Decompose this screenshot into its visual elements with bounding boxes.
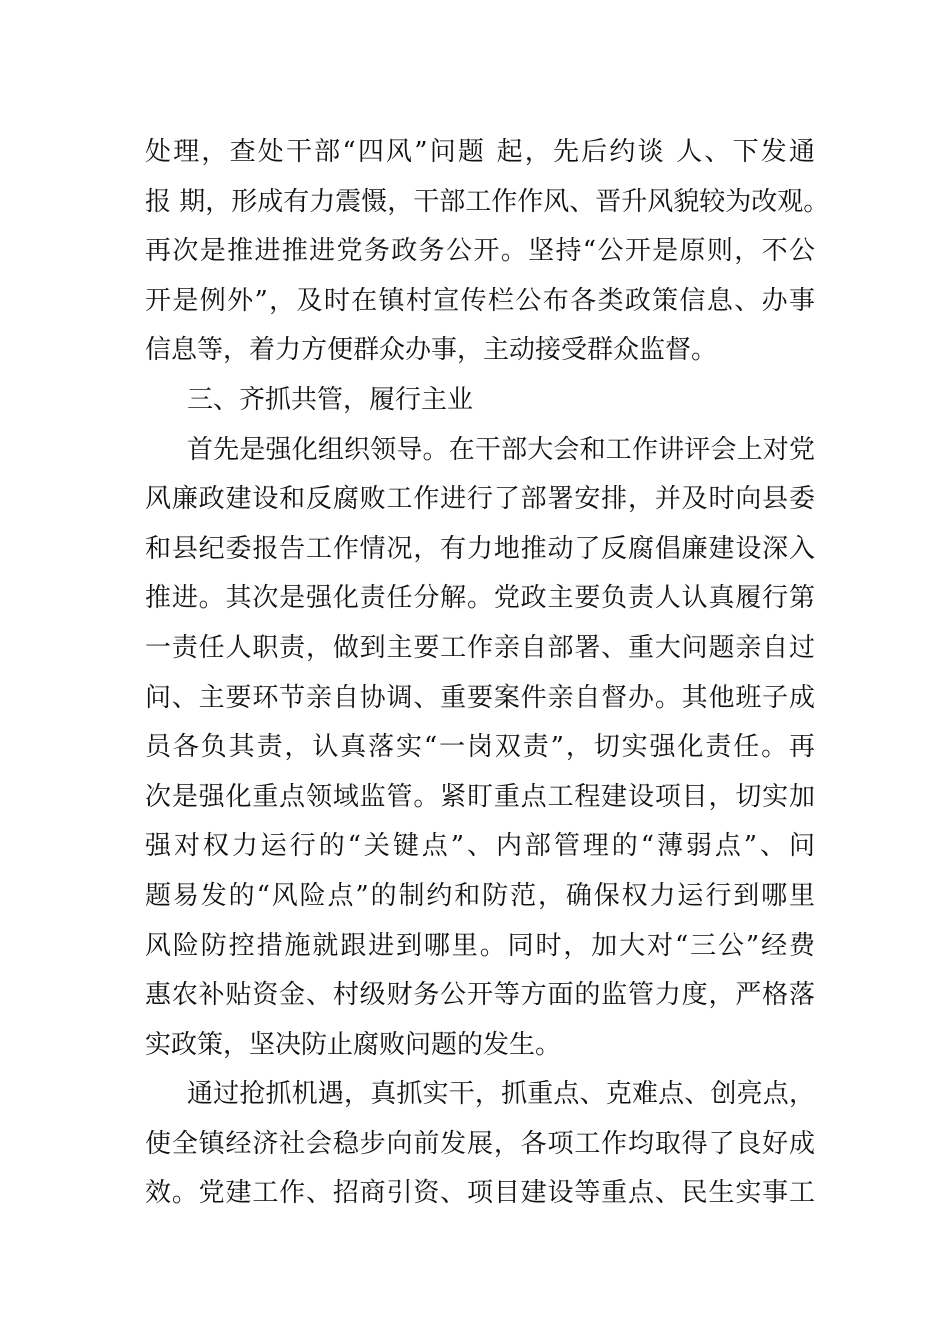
text-line: 处理，查处干部“四风”问题 起，先后约谈 人、下发通 [145,137,815,167]
text-line: 再次是推进推进党务政务公开。坚持“公开是原则，不公 [145,236,815,267]
section-heading: 三、齐抓共管，履行主业 [187,384,474,415]
text-line: 风廉政建设和反腐败工作进行了部署安排，并及时向县委 [145,484,815,515]
text-line: 推进。其次是强化责任分解。党政主要负责人认真履行第 [145,583,815,614]
text-line: 次是强化重点领域监管。紧盯重点工程建设项目，切实加 [145,781,815,812]
text-line: 强对权力运行的“关键点”、内部管理的“薄弱点”、问 [145,831,815,862]
paragraph-end-line: 实政策，坚决防止腐败问题的发生。 [145,1029,562,1060]
text-line: 报 期，形成有力震慑，干部工作作风、晋升风貌较为改观。 [145,186,830,217]
text-line: 问、主要环节亲自协调、重要案件亲自督办。其他班子成 [145,682,815,713]
paragraph-first-line: 首先是强化组织领导。在干部大会和工作讲评会上对党 [187,434,815,465]
text-line: 题易发的“风险点”的制约和防范，确保权力运行到哪里 [145,880,815,911]
text-line: 效。党建工作、招商引资、项目建设等重点、民生实事工 [145,1178,815,1209]
text-line: 惠农补贴资金、村级财务公开等方面的监管力度，严格落 [145,980,815,1011]
text-line: 开是例外”，及时在镇村宣传栏公布各类政策信息、办事 [145,285,815,316]
text-line: 使全镇经济社会稳步向前发展，各项工作均取得了良好成 [145,1128,815,1159]
text-line: 风险防控措施就跟进到哪里。同时，加大对“三公”经费 [145,930,815,961]
paragraph-first-line: 通过抢抓机遇，真抓实干，抓重点、克难点、创亮点， [187,1079,815,1110]
text-line: 员各负其责，认真落实“一岗双责”，切实强化责任。再 [145,732,815,763]
text-line: 一责任人职责，做到主要工作亲自部署、重大问题亲自过 [145,632,815,663]
paragraph-end-line: 信息等，着力方便群众办事，主动接受群众监督。 [145,335,718,366]
text-line: 和县纪委报告工作情况，有力地推动了反腐倡廉建设深入 [145,533,815,564]
body-text [145,128,830,1219]
